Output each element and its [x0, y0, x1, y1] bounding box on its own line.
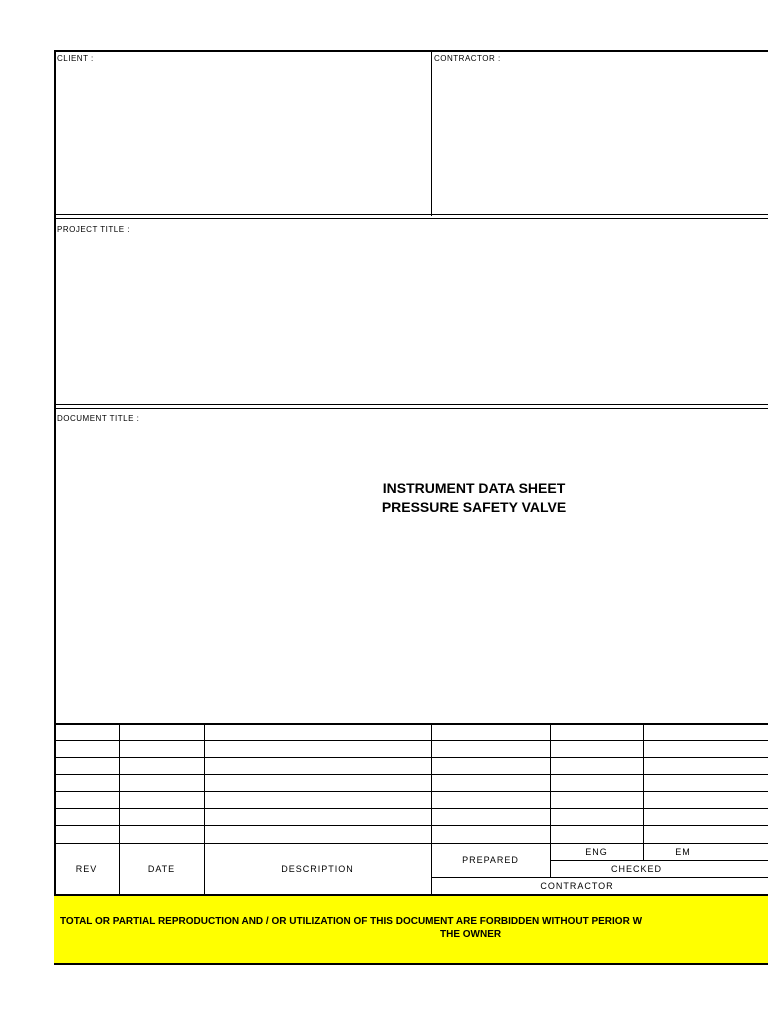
- notice-line2: THE OWNER: [440, 929, 502, 940]
- document-title-line1: INSTRUMENT DATA SHEET: [382, 480, 566, 496]
- notice-line1: TOTAL OR PARTIAL REPRODUCTION AND / OR UTILIZATION OF THIS DOCUMENT ARE FORBIDDEN WITHOUT PERIOR W: [60, 916, 643, 927]
- rev-column-header: REV: [75, 864, 98, 874]
- eng-em-bottom-line: [550, 860, 768, 861]
- date-column-header: DATE: [147, 864, 176, 874]
- revision-row-line: [54, 791, 768, 792]
- prepared-column-header: PREPARED: [462, 855, 519, 865]
- description-column-header: DESCRIPTION: [281, 864, 354, 874]
- revision-row-line: [54, 740, 768, 741]
- reproduction-notice: [54, 896, 768, 964]
- revision-row-line: [54, 774, 768, 775]
- client-contractor-divider: [431, 50, 432, 216]
- eng-em-divider: [643, 723, 644, 861]
- sheet-top-border: [54, 50, 768, 52]
- revision-row-line: [54, 757, 768, 758]
- document-sheet: [54, 50, 768, 965]
- revision-row-line: [54, 825, 768, 826]
- eng-column-header: ENG: [585, 847, 608, 857]
- revision-header-top-line: [54, 843, 768, 844]
- revision-table-top-border: [54, 723, 768, 725]
- description-prepared-divider: [431, 723, 432, 895]
- document-title-label: DOCUMENT TITLE :: [57, 414, 140, 423]
- project-section-bottom-border: [54, 404, 768, 409]
- sheet-left-border: [54, 50, 56, 965]
- revision-row-line: [54, 808, 768, 809]
- client-label: CLIENT :: [57, 54, 94, 63]
- sheet-bottom-border: [54, 963, 768, 965]
- em-column-header: EM: [675, 847, 691, 857]
- document-title-line2: PRESSURE SAFETY VALVE: [381, 499, 567, 515]
- contractor-column-header: CONTRACTOR: [540, 881, 614, 891]
- checked-bottom-line: [431, 877, 768, 878]
- contractor-label: CONTRACTOR :: [434, 54, 501, 63]
- checked-column-header: CHECKED: [610, 864, 662, 874]
- client-section-bottom-border: [54, 214, 768, 219]
- project-title-label: PROJECT TITLE :: [57, 225, 130, 234]
